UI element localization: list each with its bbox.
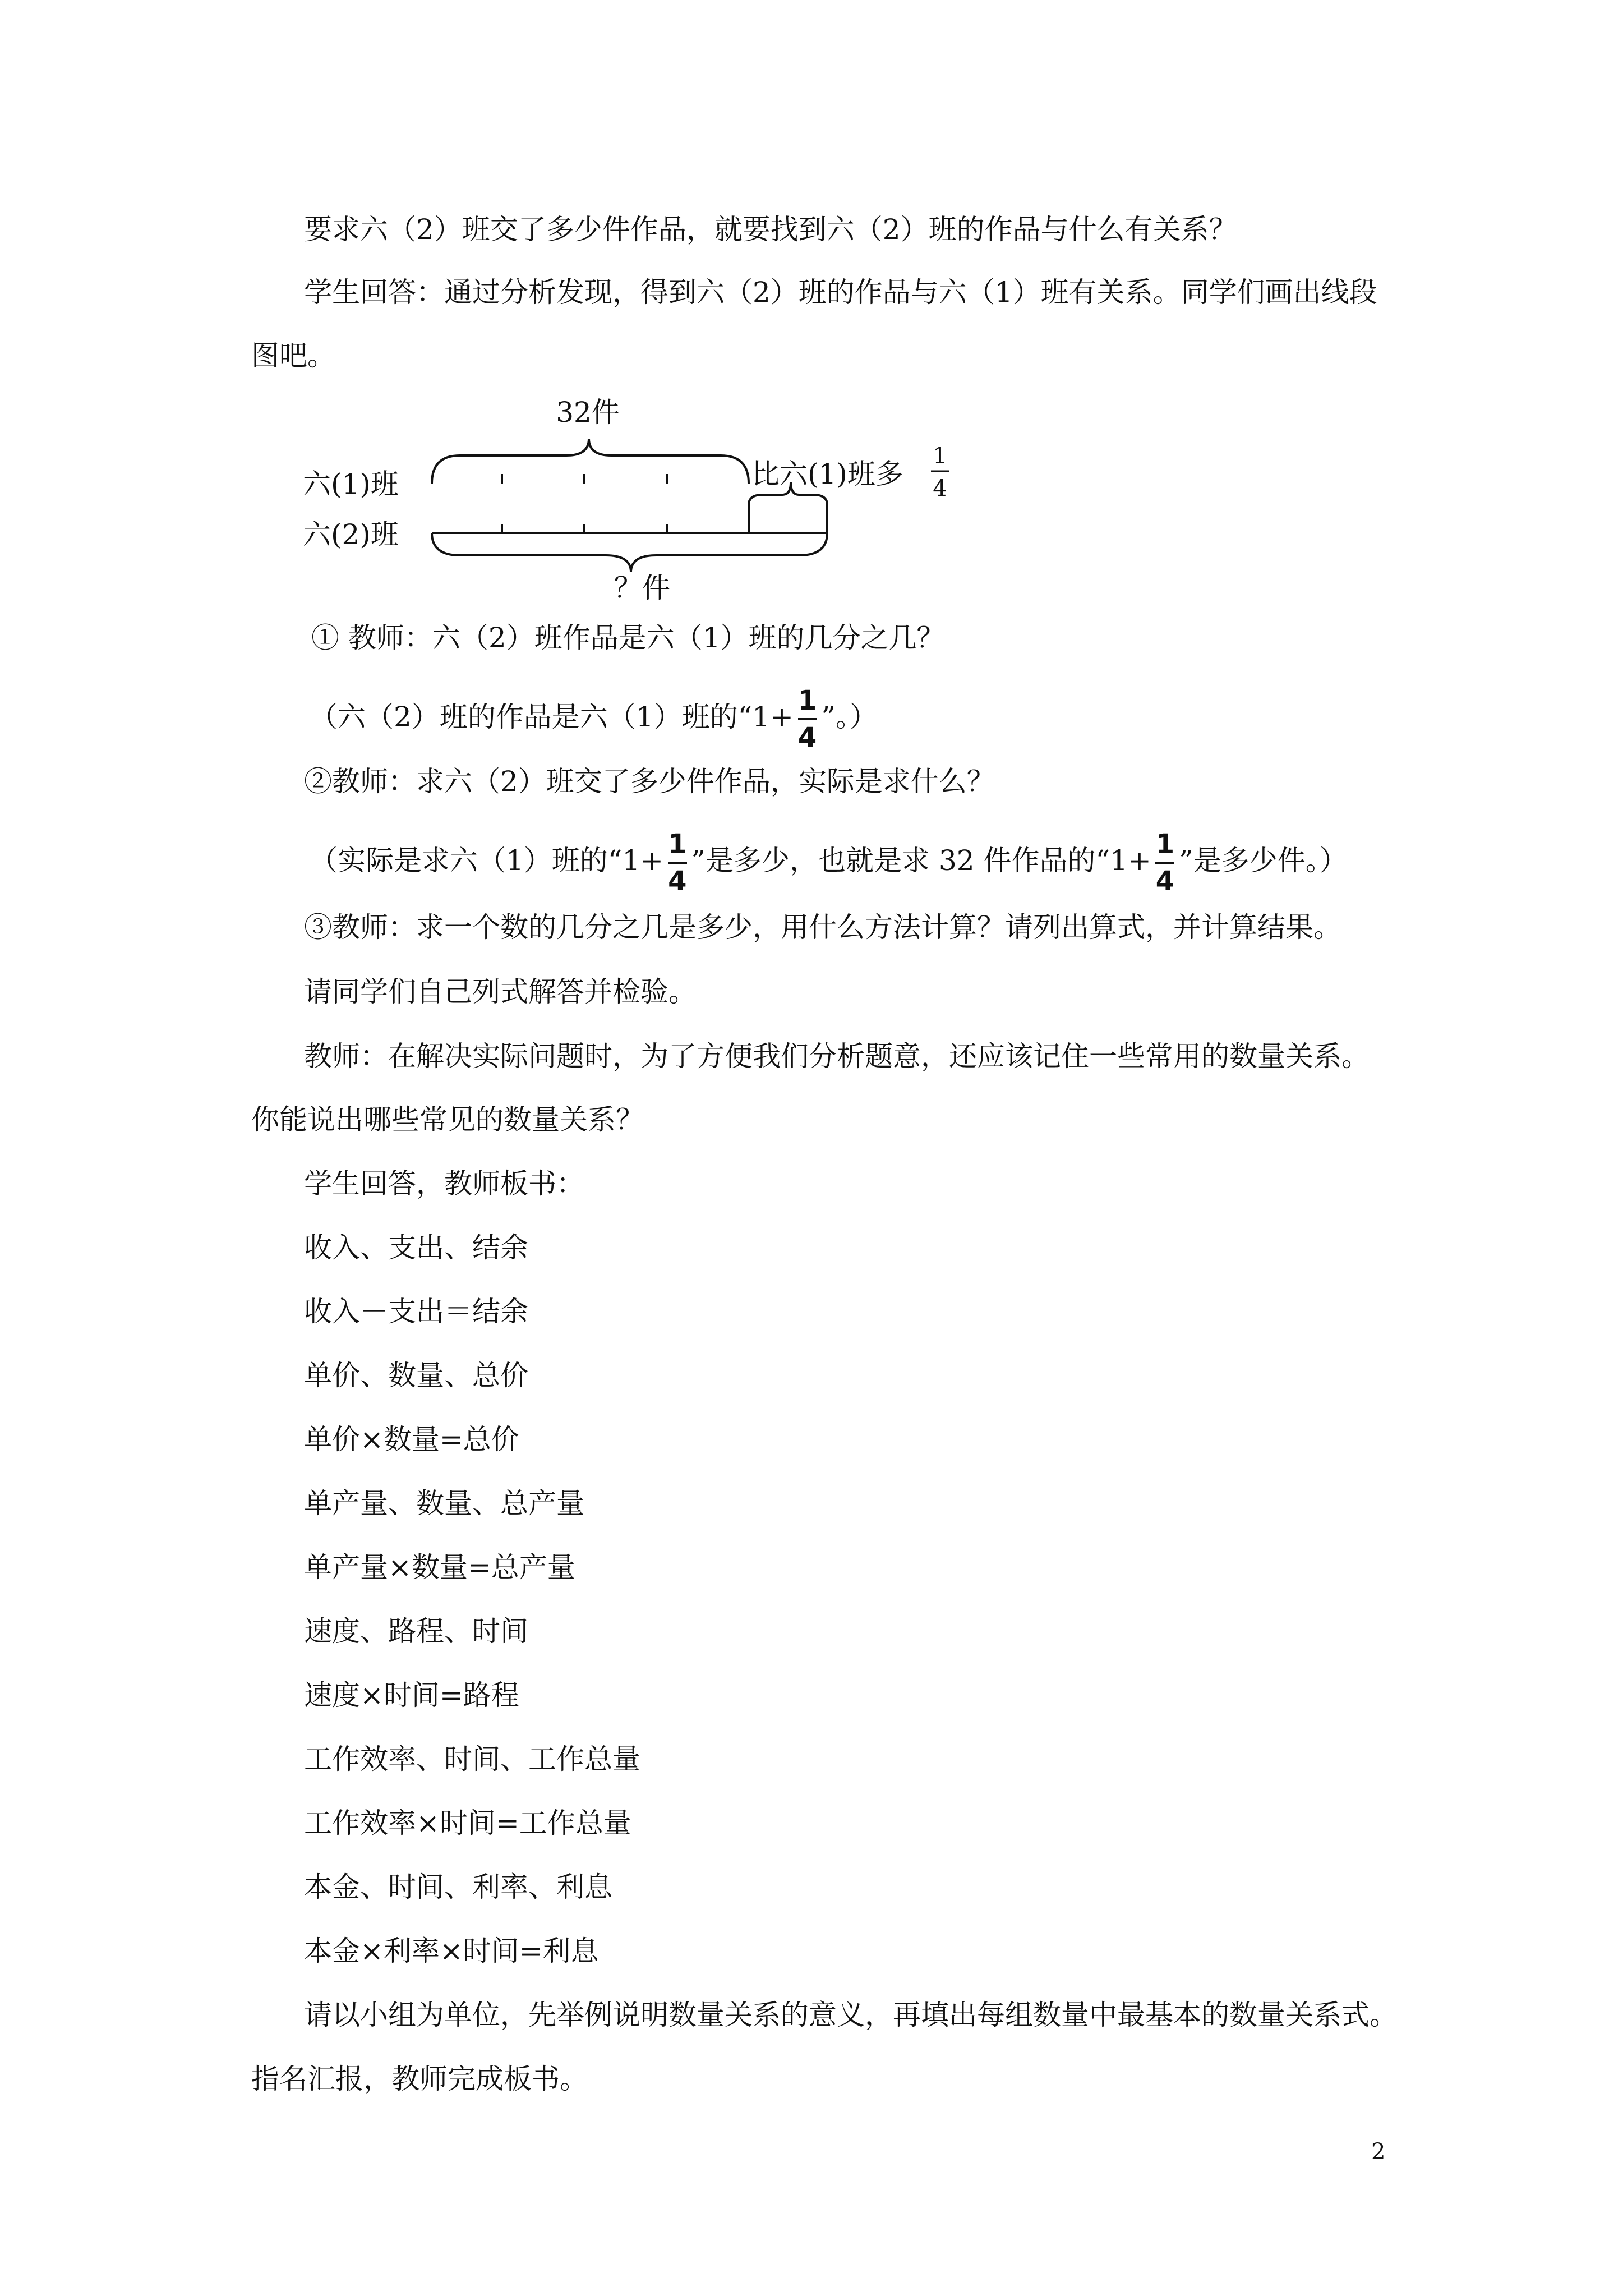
paragraph-4-line-2: 你能说出哪些常见的数量关系？ — [251, 1103, 644, 1136]
relation-item: 速度、路程、时间 — [304, 1615, 528, 1648]
extra-fraction-denominator: 4 — [933, 476, 947, 501]
fraction-one-quarter — [796, 684, 819, 754]
relation-item: 本金、时间、利率、利息 — [304, 1871, 612, 1903]
paragraph-1: 要求六（2）班交了多少件作品，就要找到六（2）班的作品与什么有关系？ — [304, 213, 1237, 246]
answer-1 — [310, 683, 878, 751]
page-number: 2 — [1371, 2139, 1386, 2165]
fraction-denominator: 4 — [797, 722, 817, 753]
row1-label: 六(1)班 — [303, 468, 399, 500]
fraction-bar — [1155, 862, 1174, 864]
paragraph-4-line-1: 教师：在解决实际问题时，为了方便我们分析题意，还应该记住一些常用的数量关系。 — [304, 1040, 1370, 1073]
paragraph-6-line-1: 请以小组为单位，先举例说明数量关系的意义，再填出每组数量中最基本的数量关系式。 — [304, 1999, 1398, 2031]
paragraph-5: 学生回答，教师板书： — [304, 1167, 584, 1200]
fraction-denominator: 4 — [668, 866, 687, 897]
fraction-one-quarter — [666, 828, 689, 898]
answer-1-suffix: ”。） — [821, 701, 878, 733]
paragraph-2-line-2: 图吧。 — [251, 339, 335, 372]
top-brace — [432, 439, 749, 484]
relation-item: 单产量、数量、总产量 — [304, 1487, 584, 1520]
answer-1-prefix: （六（2）班的作品是六（1）班的“1+ — [310, 701, 794, 733]
fraction-numerator: 1 — [1155, 829, 1175, 860]
bottom-brace — [432, 533, 827, 572]
fraction-bar — [668, 862, 687, 864]
fraction-denominator: 4 — [1155, 866, 1175, 897]
relation-item: 单价×数量=总价 — [304, 1423, 519, 1456]
question-1: ① 教师：六（2）班作品是六（1）班的几分之几？ — [311, 622, 945, 654]
fraction-numerator: 1 — [797, 685, 817, 716]
extra-fraction-numerator: 1 — [933, 443, 947, 469]
relation-item: 速度×时间=路程 — [304, 1679, 519, 1711]
answer-2-middle: ”是多少，也就是求 32 件作品的“1+ — [691, 844, 1151, 877]
row2-label: 六(2)班 — [303, 518, 399, 551]
answer-2-suffix: ”是多少件。） — [1179, 844, 1348, 877]
diagram-bottom-label: ？件 — [614, 572, 670, 604]
relation-item: 本金×利率×时间=利息 — [304, 1935, 599, 1967]
relation-item: 工作效率、时间、工作总量 — [304, 1743, 640, 1775]
relation-item: 单价、数量、总价 — [304, 1359, 528, 1392]
diagram-top-label: 32件 — [556, 396, 620, 429]
relation-item: 收入－支出＝结余 — [304, 1295, 528, 1328]
answer-2-prefix: （实际是求六（1）班的“1+ — [310, 844, 664, 877]
question-2: ②教师：求六（2）班交了多少件作品，实际是求什么？ — [304, 765, 995, 798]
relation-item: 收入、支出、结余 — [304, 1231, 528, 1264]
fraction-bar — [798, 718, 817, 720]
paragraph-6-line-2: 指名汇报，教师完成板书。 — [251, 2063, 588, 2095]
paragraph-2-line-1: 学生回答：通过分析发现，得到六（2）班的作品与六（1）班有关系。同学们画出线段 — [304, 276, 1377, 309]
relation-item: 工作效率×时间=工作总量 — [304, 1807, 631, 1839]
answer-2 — [310, 827, 1348, 897]
paragraph-3: 请同学们自己列式解答并检验。 — [304, 976, 697, 1008]
fraction-numerator: 1 — [668, 829, 687, 860]
fraction-one-quarter — [1154, 828, 1177, 898]
question-3: ③教师：求一个数的几分之几是多少，用什么方法计算？请列出算式，并计算结果。 — [304, 911, 1341, 944]
extra-label: 比六(1)班多 — [751, 458, 903, 490]
relation-item: 单产量×数量=总产量 — [304, 1551, 575, 1584]
